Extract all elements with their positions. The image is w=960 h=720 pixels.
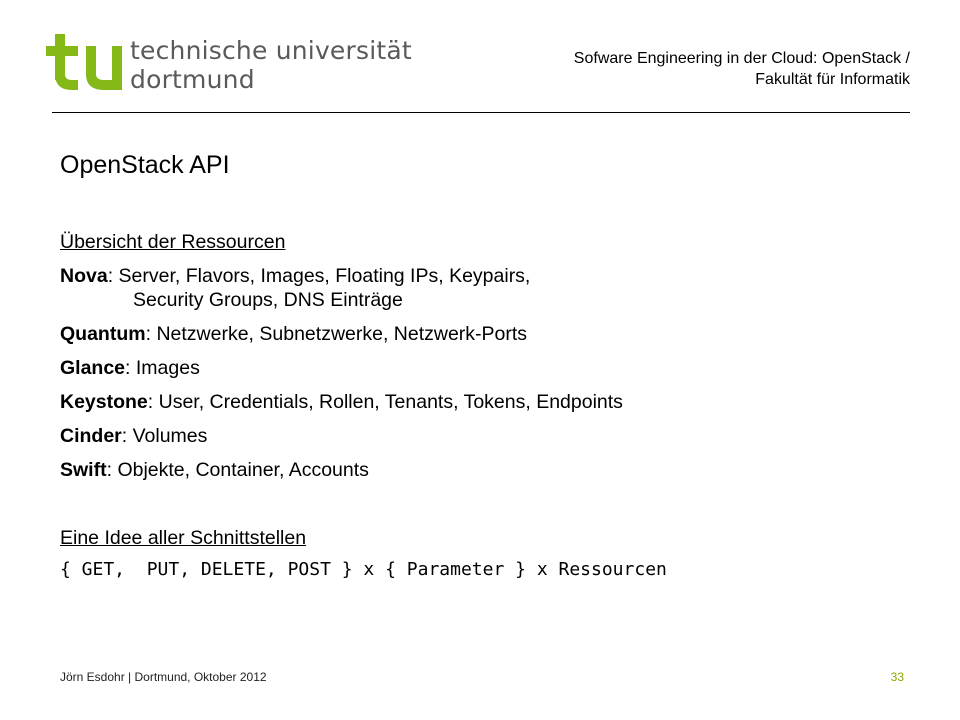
resources-heading: Übersicht der Ressourcen xyxy=(60,231,286,253)
resource-desc: Images xyxy=(135,357,200,379)
resource-name: Glance xyxy=(60,357,126,379)
resource-name: Swift xyxy=(60,459,107,481)
tu-dortmund-logo xyxy=(46,34,412,94)
interfaces-formula: { GET, PUT, DELETE, POST } x { Parameter } x Ressourcen xyxy=(60,559,667,580)
interfaces-heading: Eine Idee aller Schnittstellen xyxy=(60,527,307,549)
resource-desc: Volumes xyxy=(132,425,208,447)
header-divider xyxy=(52,112,910,113)
logo-text-line2: dortmund xyxy=(130,65,255,94)
slide-content xyxy=(60,230,920,582)
faculty-name: Fakultät für Informatik xyxy=(755,71,910,88)
resource-name: Keystone xyxy=(60,391,148,413)
resource-sep: : xyxy=(107,265,119,287)
resource-item-quantum xyxy=(60,322,920,346)
resource-name: Cinder xyxy=(60,425,122,447)
resource-desc: Netzwerke, Subnetzwerke, Netzwerk-Ports xyxy=(156,323,528,345)
resource-item-cinder xyxy=(60,424,920,448)
logo-text-line1: technische universität xyxy=(130,36,412,65)
course-title: Sofware Engineering in der Cloud: OpenStack / xyxy=(573,50,910,67)
resource-sep: : xyxy=(145,323,157,345)
resource-sep: : xyxy=(106,459,118,481)
footer-author: Jörn Esdohr | Dortmund, Oktober 2012 xyxy=(60,670,267,684)
resource-name: Nova xyxy=(60,265,108,287)
resource-desc: Server, Flavors, Images, Floating IPs, Keypairs, xyxy=(118,265,531,287)
resource-item-keystone xyxy=(60,390,920,414)
resource-item-swift xyxy=(60,458,920,482)
slide-title: OpenStack API xyxy=(60,151,230,179)
resource-sep: : xyxy=(147,391,159,413)
tu-logo-mark-icon xyxy=(46,34,126,92)
resource-desc: User, Credentials, Rollen, Tenants, Tokens, Endpoints xyxy=(158,391,623,413)
resource-sep: : xyxy=(125,357,136,379)
resource-desc: Objekte, Container, Accounts xyxy=(117,459,369,481)
course-header xyxy=(574,48,910,90)
resource-name: Quantum xyxy=(60,323,146,345)
resource-item-nova xyxy=(60,264,920,312)
resource-desc-continued: Security Groups, DNS Einträge xyxy=(133,289,403,311)
resource-sep: : xyxy=(121,425,133,447)
resource-item-glance xyxy=(60,356,920,380)
page-number: 33 xyxy=(890,670,904,684)
